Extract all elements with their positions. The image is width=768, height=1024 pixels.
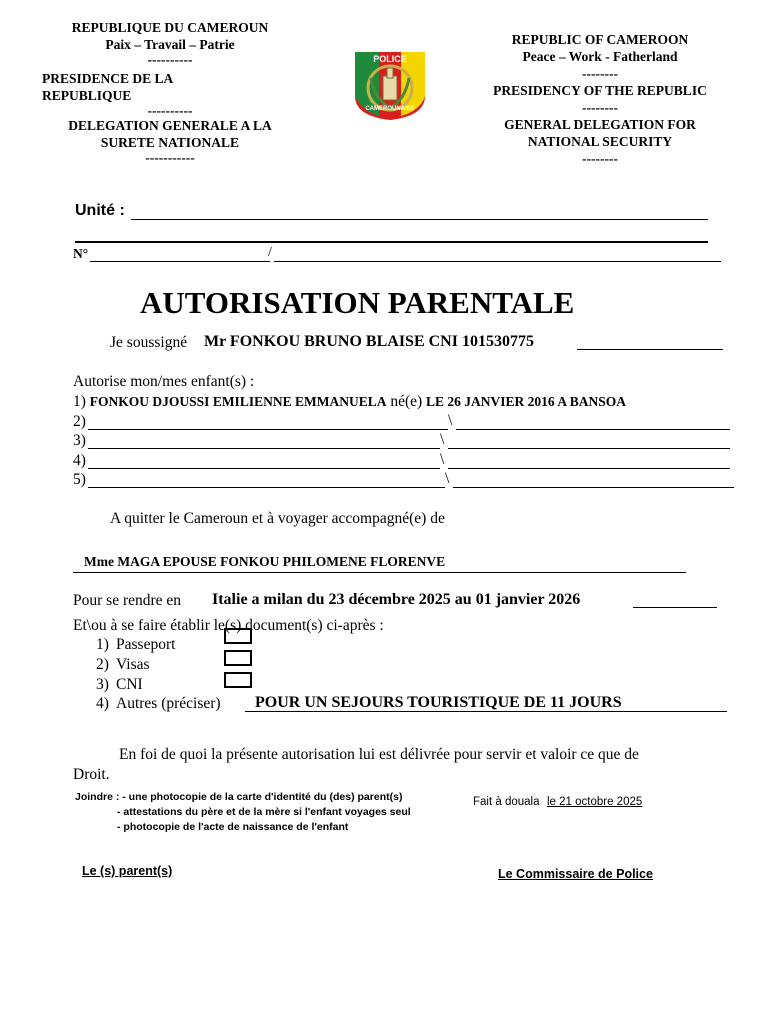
separator: -------- — [582, 100, 618, 115]
unit-field-line-2[interactable] — [75, 241, 708, 243]
attachments-line-2: - attestations du père et de la mère si l'enfant voyages seul — [117, 806, 411, 818]
document-item: 3) CNI — [96, 676, 143, 693]
unit-label: Unité : — [75, 202, 125, 219]
child-3-birth-field[interactable] — [448, 448, 730, 449]
place-prefix: Fait à douala — [473, 796, 540, 808]
document-item: 1) Passeport — [96, 636, 176, 653]
child-5-name-field[interactable] — [88, 487, 445, 488]
other-line — [245, 711, 727, 712]
number-field-2[interactable] — [274, 261, 721, 262]
child-number: 1) — [73, 393, 86, 410]
document-item: 2) Visas — [96, 656, 150, 673]
child-name: FONKOU DJOUSSI EMILIENNE EMMANUELA — [89, 394, 387, 409]
number-field[interactable] — [90, 261, 270, 262]
motto-en: Peace – Work - Fatherland — [522, 49, 678, 64]
other-value: POUR UN SEJOURS TOURISTIQUE DE 11 JOURS — [255, 694, 622, 711]
commissioner-signature-label: Le Commissaire de Police — [498, 867, 653, 881]
child-3-name-field[interactable] — [88, 448, 440, 449]
emblem-bottom-text: CAMEROUNAISE — [365, 106, 415, 112]
child-birth: LE 26 JANVIER 2016 A BANSOA — [426, 394, 626, 409]
number-label: N° — [73, 246, 89, 261]
destination-prefix: Pour se rendre en — [73, 592, 182, 609]
undersigned-name: Mr FONKOU BRUNO BLAISE CNI 101530775 — [204, 333, 534, 350]
delegation-fr: ---------- DELEGATION GENERALE A LA SURETE NATIONALE ----------- — [40, 104, 300, 164]
child-1 — [73, 393, 626, 411]
child-2-separator: \ — [448, 412, 453, 429]
motto-fr: Paix – Travail – Patrie — [105, 37, 235, 52]
presidency-fr: PRESIDENCE DE LA REPUBLIQUE — [42, 71, 174, 103]
separator: -------- — [582, 151, 618, 166]
child-3-number: 3) — [73, 432, 86, 449]
cni-checkbox[interactable] — [224, 672, 252, 688]
child-3-separator: \ — [440, 431, 445, 448]
child-5-separator: \ — [445, 470, 450, 487]
child-4-name-field[interactable] — [88, 468, 440, 469]
destination-line — [633, 607, 717, 608]
child-2-number: 2) — [73, 413, 86, 430]
child-4-separator: \ — [440, 451, 445, 468]
separator: ---------- — [147, 52, 193, 67]
header-left — [40, 19, 300, 66]
unit-field[interactable] — [131, 219, 708, 220]
child-5-birth-field[interactable] — [453, 487, 734, 488]
header-right — [470, 31, 730, 167]
delegation-en-l2: NATIONAL SECURITY — [527, 134, 673, 149]
undersigned-line — [577, 349, 723, 350]
conclusion-line-1: En foi de quoi la présente autorisation lui est délivrée pour servir et valoir ce que de — [119, 746, 639, 763]
destination-value: Italie a milan du 23 décembre 2025 au 01 janvier 2026 — [212, 591, 581, 608]
document-item: 4) Autres (préciser) — [96, 695, 221, 712]
companion-name: Mme MAGA EPOUSE FONKOU PHILOMENE FLORENVE — [84, 554, 446, 569]
child-born-label: né(e) — [390, 393, 423, 410]
documents-label: Et\ou à se faire établir le(s) document(s) ci-après : — [73, 617, 384, 634]
police-emblem — [353, 48, 427, 122]
child-4-number: 4) — [73, 452, 86, 469]
separator: ---------- — [147, 103, 193, 118]
delegation-en-l1: GENERAL DELEGATION FOR — [504, 117, 696, 132]
attachments-line-3: - photocopie de l'acte de naissance de l'enfant — [117, 821, 349, 833]
parent-signature-label: Le (s) parent(s) — [82, 864, 173, 878]
country-fr: REPUBLIQUE DU CAMEROUN — [71, 20, 269, 35]
leave-text: A quitter le Cameroun et à voyager accompagné(e) de — [110, 510, 445, 527]
visa-checkbox[interactable] — [224, 650, 252, 666]
authorize-label: Autorise mon/mes enfant(s) : — [73, 373, 255, 390]
emblem-top-text: POLICE — [373, 54, 407, 64]
presidency-en: PRESIDENCY OF THE REPUBLIC — [493, 83, 707, 98]
companion-line — [73, 572, 686, 573]
child-2-birth-field[interactable] — [456, 429, 730, 430]
child-2-name-field[interactable] — [88, 429, 448, 430]
number-separator: / — [268, 245, 272, 260]
separator: -------- — [582, 66, 618, 81]
place-date: le 21 octobre 2025 — [547, 796, 643, 808]
undersigned-prefix: Je soussigné — [110, 334, 188, 351]
separator: ----------- — [145, 150, 195, 165]
page-title: AUTORISATION PARENTALE — [140, 285, 575, 320]
child-4-birth-field[interactable] — [448, 468, 730, 469]
attachments-line-1: Joindre : - une photocopie de la carte d'identité du (des) parent(s) — [75, 791, 403, 803]
conclusion-line-2: Droit. — [73, 766, 110, 783]
country-en: REPUBLIC OF CAMEROON — [511, 32, 689, 47]
passport-checkbox[interactable] — [224, 628, 252, 644]
child-5-number: 5) — [73, 471, 86, 488]
